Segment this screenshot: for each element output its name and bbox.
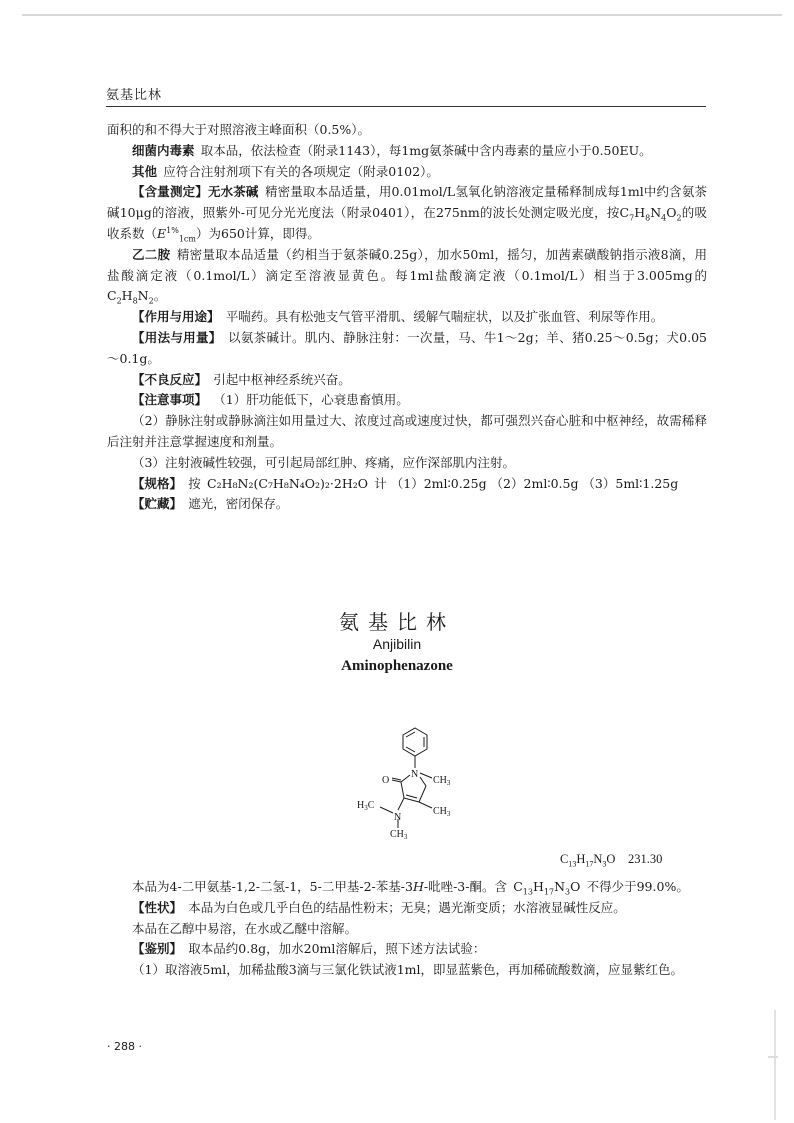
running-header: 氨基比林 — [106, 88, 163, 103]
paragraph-other — [107, 162, 707, 183]
paragraph-solubility: 本品在乙醇中易溶，在水或乙醚中溶解。 — [132, 920, 358, 936]
paragraph-caution-3: （3）注射液碱性较强，可引起局部红肿、疼痛，应作深部肌内注射。 — [132, 454, 515, 470]
nitrogen-label-2: N — [394, 812, 402, 823]
oxygen-label: O — [382, 775, 390, 786]
scan-edge-mark — [774, 1010, 776, 1120]
monograph-title: 氨基比林 — [339, 610, 455, 634]
assay-label: 【含量测定】 — [132, 184, 208, 200]
eda-text-a: 精密量取本品适量（约相当于氨茶碱0.25g），加水50ml，摇匀，加茜素磺酸钠指示液8滴，用盐酸滴定液（0.1mol/L）滴定至溶液显黄色。每1ml盐酸滴定液（0.1mol/L）相当于3.005mg的 — [107, 246, 707, 283]
methyl-label-d: $CH_3$ — [390, 829, 408, 840]
paragraph-usage — [107, 328, 707, 370]
scan-edge-mark-2 — [768, 1056, 778, 1058]
nitrogen-label-1: N — [411, 769, 419, 780]
monograph-pinyin: Anjibilin — [372, 636, 422, 652]
paragraph-adverse — [107, 370, 707, 391]
assay-text-a: 精密量取本品适量，用0.01mol/L氢氧化钠溶液定量稀释制成每1ml中约含氨茶碱10μg的溶液，照紫外-可见分光光度法（附录0401），在275nm的波长处测定吸光度，按 — [107, 184, 707, 221]
adverse-text: 引起中枢神经系统兴奋。 — [213, 371, 351, 387]
adverse-label: 【不良反应】 — [132, 371, 208, 387]
caution-1: （1）肝功能低下，心衰患畜慎用。 — [213, 392, 409, 408]
scan-top-edge — [22, 14, 782, 16]
assay-text-b: 的吸收系数（ — [107, 205, 707, 241]
methyl-label-a: $CH_3$ — [433, 775, 451, 787]
paragraph-caution-2: （2）静脉注射或静脉滴注如用量过大、浓度过高或速度过快，都可强烈兴奋心脏和中枢神经，故需稀释后注射并注意掌握速度和剂量。 — [107, 413, 707, 449]
assay-sub-label: 无水茶碱 — [207, 184, 259, 200]
usage-text: 以氨茶碱计。肌内、静脉注射：一次量，马、牛1～2g；羊、猪0.25～0.5g；犬0.05～0.1g。 — [107, 329, 707, 366]
paragraph-endotoxin — [107, 141, 707, 162]
storage-text: 遮光，密闭保存。 — [188, 496, 289, 512]
paragraph-action — [107, 307, 707, 328]
paragraph-properties — [107, 898, 707, 919]
molecular-weight: 231.30 — [627, 852, 663, 866]
paragraph-spec: 【规格】 按 C₂H₈N₂(C₇H₈N₄O₂)₂·2H₂O 计 （1）2ml∶0.25g （2）2ml∶0.5g （3）5ml∶1.25g — [132, 475, 679, 491]
paragraph-caution — [107, 390, 707, 411]
paragraph-related-substances: 面积的和不得大于对照溶液主峰面积（0.5%）。 — [107, 122, 371, 137]
header-rule — [106, 106, 706, 107]
paragraph-ethylenediamine: 乙二胺 精密量取本品适量（约相当于氨茶碱0.25g），加水50ml，摇匀，加茜素磺酸钠指示液8滴，用盐酸滴定液（0.1mol/L）滴定至溶液显黄色。每1ml盐酸滴定液（0.1mol/L）相当于3.005mg的$C_2H_8N_2$。 — [107, 246, 707, 306]
paragraph-storage — [107, 494, 707, 515]
paragraph-definition: 本品为4-二甲氨基-1,2-二氢-1，5-二甲基-2-苯基-3H-吡唑-3-酮。含 $C_{13}H_{17}N_3O$ 不得少于99.0%。 — [132, 879, 689, 897]
methyl-label-c: $H_3C$ — [357, 800, 375, 812]
monograph-latin-name: Aminophenazone — [341, 658, 453, 674]
paragraph-assay — [107, 182, 707, 244]
identification-label: 【鉴别】 — [132, 941, 183, 957]
usage-label: 【用法与用量】 — [132, 329, 222, 345]
methyl-label-b: $CH_3$ — [433, 806, 451, 818]
action-label: 【作用与用途】 — [132, 309, 220, 325]
action-text: 平喘药。具有松弛支气管平滑肌、缓解气喘症状，以及扩张血管、利尿等作用。 — [225, 309, 664, 325]
endotoxin-label: 细菌内毒素 — [132, 142, 195, 158]
other-label: 其他 — [132, 163, 158, 179]
paragraph-identification — [107, 939, 707, 960]
assay-text-c: ）为650计算，即得。 — [196, 225, 320, 241]
properties-text: 本品为白色或几乎白色的结晶性粉末；无臭；遇光渐变质；水溶液显碱性反应。 — [188, 899, 626, 915]
absorption-coefficient: $E^{1\%}_{1cm}$ — [157, 225, 196, 244]
storage-label: 【贮藏】 — [132, 496, 183, 512]
eda-formula: $C_2H_8N_2$ — [107, 288, 154, 306]
section-aminophenazone — [107, 877, 707, 981]
endotoxin-text: 取本品，依法检查（附录1143），每1mg氨茶碱中含内毒素的量应小于0.50EU。 — [200, 142, 652, 158]
spec-label: 【规格】 — [132, 475, 183, 491]
assay-formula: $C_7H_8N_4O_2$ — [619, 205, 682, 223]
paragraph-identification-1: （1）取溶液5ml，加稀盐酸3滴与三氯化铁试液1ml，即显蓝紫色，再加稀硫酸数滴，应显紫红色。 — [132, 962, 684, 978]
spec-formula: C₂H₈N₂(C₇H₈N₄O₂)₂·2H₂O — [207, 475, 369, 491]
page-number: · 288 · — [107, 1040, 142, 1053]
other-text: 应符合注射剂项下有关的各项规定（附录0102）。 — [163, 163, 439, 179]
eda-label: 乙二胺 — [132, 246, 171, 262]
caution-label: 【注意事项】 — [132, 392, 208, 408]
molecular-formula: $C_{13}H_{17}N_3O$ 231.30 — [560, 852, 663, 869]
structural-formula-diagram — [340, 720, 480, 840]
properties-label: 【性状】 — [132, 899, 183, 915]
spec-values: 计 （1）2ml∶0.25g （2）2ml∶0.5g （3）5ml∶1.25g — [374, 475, 679, 491]
identification-text: 取本品约0.8g，加水20ml溶解后，照下述方法试验： — [188, 941, 486, 957]
section-aminophylline-injection — [107, 120, 707, 515]
